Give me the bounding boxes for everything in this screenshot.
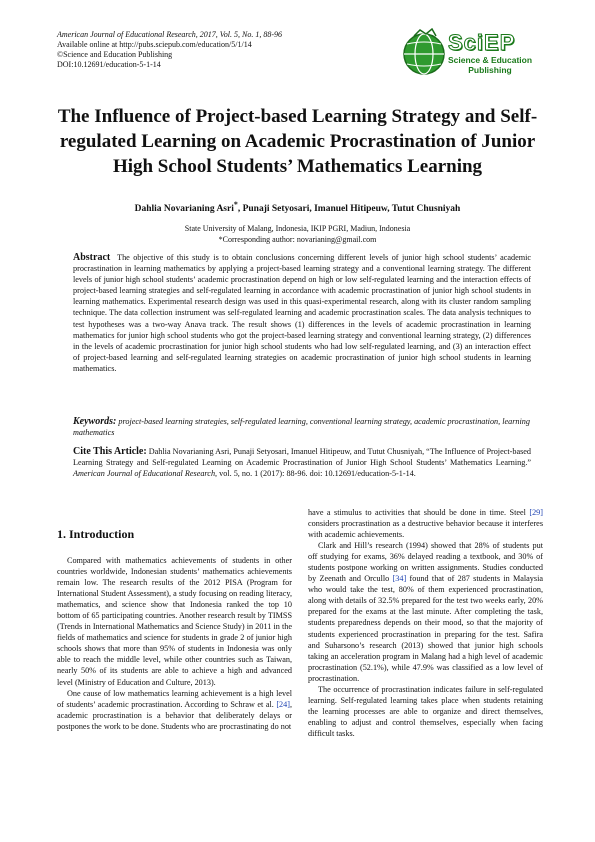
author-list: [40, 200, 555, 214]
logo-subtitle: Science & Education Publishing: [447, 55, 533, 75]
cite-label: Cite This Article:: [73, 446, 147, 457]
reference-link-29[interactable]: [29]: [529, 508, 543, 517]
journal-copyright-line: ©Science and Education Publishing: [57, 50, 173, 59]
right-p2-text-b: found that of 287 students in Malaysia who would take the test, 80% of them experienced procrastination, along with details of 32.5% prepared for the test two weeks early, 20% prepared for the exams at the last minute. After completing the task, students preparedness depends on their mood, so that the majority of students experienced procrastination in preparing for the test. Safira and Suharsono’s research (2013) showed that junior high schools taking an acceleration program in Malang had a high level of academic procrastination (52.1%), while 47.9% was classified as a low level of procrastination.: [308, 574, 543, 683]
reference-link-34[interactable]: [34]: [392, 574, 407, 584]
right-paragraph-1: [308, 507, 543, 540]
cite-this-article: [73, 446, 531, 479]
right-paragraph-3: The occurrence of procrastination indicates failure in self-regulated learning. Self-regulated learning takes place when students retaining the learning processes are able to organize and direct themselves, enabling to adjust and control themselves, especially when facing difficult tasks.: [308, 684, 543, 738]
corresponding-mark: *: [233, 200, 238, 209]
affiliation: [40, 223, 555, 245]
abstract-text: The objective of this study is to obtain conclusions concerning different levels of junior high school students’ academic procrastination in learning mathematics by applying a project-based learning strategy and a conventional learning strategy. The different levels of junior high school students’ academic procrastination depend on high or low self-regulated learning and the interaction effects of project-based learning strategies and self-regulated learning in accordance with academic procrastination of junior high school students in learning mathematics. Experimental research design was used in this quasi-experimental research, along with its cluster random sampling technique. The data collection instrument was self-regulated learning and academic procrastination scales. The data analysis techniques to test hypotheses was a two-way Anava track. The result shows (1) differences in the levels of academic procrastination in learning mathematics for junior high school students who got the project-based learning strategy and conventional learning strategy, (2) differences in the levels of academic procrastination for junior high school students who had low self-regulated learning, and (3) an interaction effect of project-based learning and self-regulated learning strategies on academic procrastination of junior high school students in learning mathematics.: [73, 253, 531, 373]
left-p2-text-b: , academic procrastination is a behavior that deliberately delays or postpones the work to be done. Students who are procrastinating do not: [57, 699, 292, 731]
sciep-logo: [400, 28, 540, 78]
journal-online-line: Available online at http://pubs.sciepub.com/education/5/1/14: [57, 40, 252, 49]
keywords-text: project-based learning strategies, self-regulated learning, conventional learning strategy, academic procrastination, learning mathematics: [73, 417, 530, 438]
corresponding-author: *Corresponding author: novarianing@gmail.com: [218, 235, 377, 244]
right-p2-text-a: Clark and Hill’s research (1994) showed that 28% of students put off studying for exams, 36% delayed reading a textbook, and 30% of students postpone working on written assignments. Studies conducted by Zeenath and Orcullo: [308, 541, 543, 584]
left-p2-text-a: One cause of low mathematics learning achievement is a high level of students’ academic procrastination. According to Schraw et al.: [57, 688, 292, 709]
keywords-label: Keywords:: [73, 416, 117, 427]
left-paragraph-1: Compared with mathematics achievements of students in other countries worldwide, Indonesian students’ mathematics achievements remain low. The research results of the 2012 PISA (Program for International Student Assessment), a study focusing on reading literacy, mathematics, and science show that Indonesia ranked the top 10 bottom of 65 participating countries. Another research result by TIMSS (Trends in International Mathematics and Science Study) in 2011 in the fields of mathematics and science for students in grade 2 of junior high schools shows that more than 95% of students in Indonesia was only able to reach the middle level, while other countries such as Taiwan, nearly 50% of its students are able to achieve a high and advanced level (Ministry of Education and Culture, 2013).: [57, 556, 292, 687]
section-heading-introduction: 1. Introduction: [57, 527, 135, 541]
logo-title: SciEP: [448, 30, 516, 55]
keywords: [73, 416, 531, 438]
cite-journal: American Journal of Educational Research: [73, 469, 216, 479]
abstract: [73, 252, 531, 374]
first-author: Dahlia Novarianing Asri: [134, 204, 234, 215]
left-column: [57, 507, 292, 732]
right-paragraph-2: [308, 540, 543, 684]
abstract-label: Abstract: [73, 252, 111, 263]
reference-link-24[interactable]: [24]: [276, 699, 290, 709]
right-p1-text-b: considers procrastination as a destructive behavior because it interferes with academic achievements.: [308, 519, 543, 540]
left-paragraph-2: [57, 688, 292, 732]
journal-citation-line: American Journal of Educational Research, 2017, Vol. 5, No. 1, 88-96: [57, 30, 283, 39]
journal-doi-line: DOI:10.12691/education-5-1-14: [57, 60, 161, 69]
affiliation-institutions: State University of Malang, Indonesia, IKIP PGRI, Madiun, Indonesia: [184, 224, 411, 233]
right-column: [308, 507, 543, 739]
right-p1-text-a: have a stimulus to activities that should be done in time. Steel: [308, 508, 530, 517]
cite-text: Dahlia Novarianing Asri, Punaji Setyosari, Imanuel Hitipeuw, and Tutut Chusniyah, “The Influence of Project-based Learning Strategy and Self-regulated Learning on Academic Procrastination of Junior High School Students’ Mathematics Learning.”: [73, 447, 531, 468]
cite-rest: , vol. 5, no. 1 (2017): 88-96. doi: 10.12691/education-5-1-14.: [215, 469, 416, 479]
journal-header: [57, 30, 417, 70]
other-authors: , Punaji Setyosari, Imanuel Hitipeuw, Tutut Chusniyah: [237, 204, 461, 215]
paper-title: The Influence of Project-based Learning Strategy and Self-regulated Learning on Academic Procrastination of Junior High School Students’ Mathematics Learning: [57, 106, 538, 177]
